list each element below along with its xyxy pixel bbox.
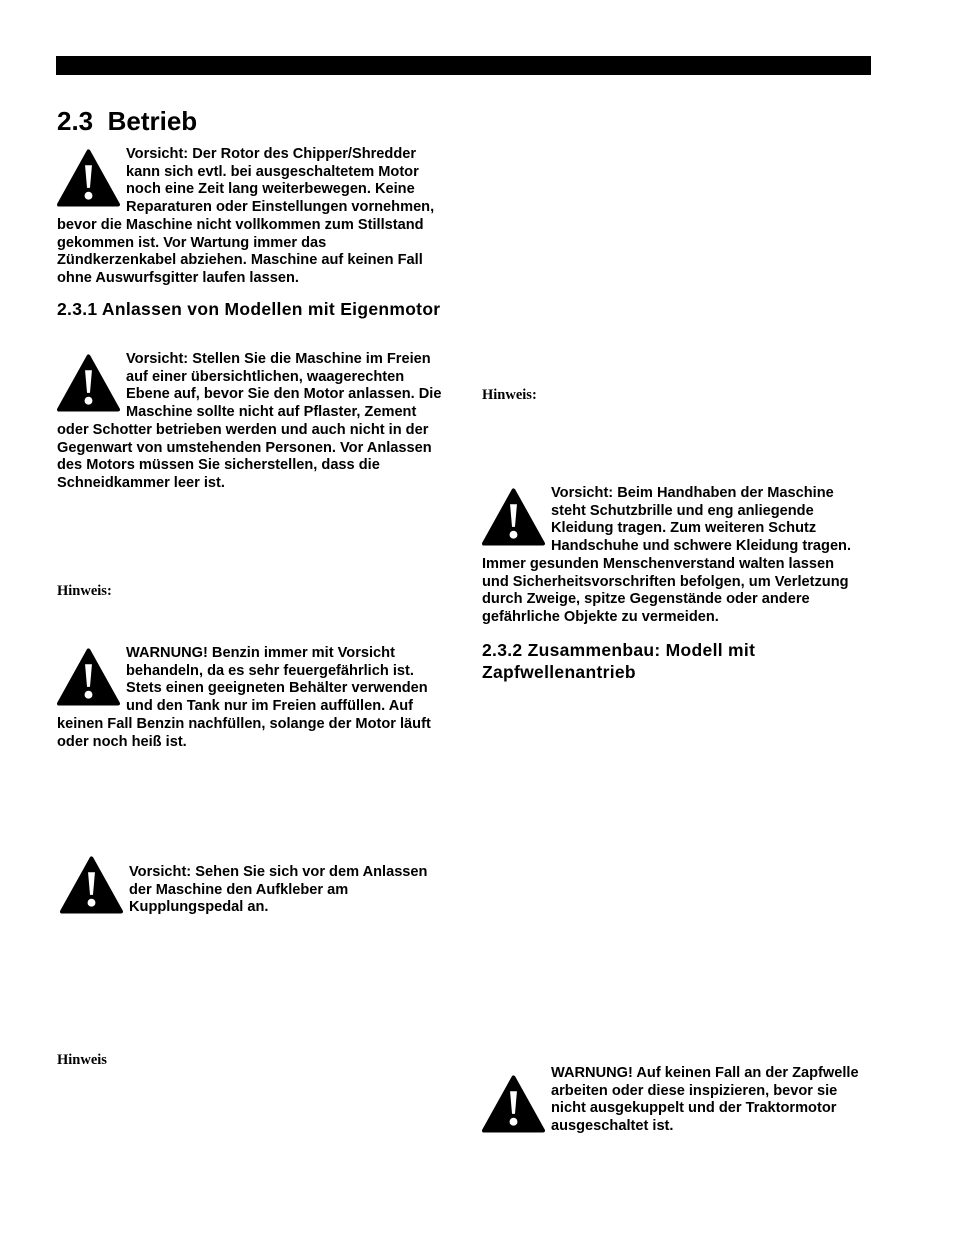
- section-title: Betrieb: [107, 106, 198, 136]
- subsection-heading-2-3-2: 2.3.2 Zusammenbau: Modell mit Zapfwellenantrieb: [482, 640, 756, 682]
- note-label: Hinweis:: [482, 387, 537, 403]
- warning-text: Vorsicht: Beim Handhaben der Maschine steht Schutzbrille und eng anliegende Kleidung tragen. Zum weiteren Schutz Handschuhe und schwere Kleidung tragen. Immer gesunden Menschenverstand walten lassen und Sicherheitsvorschriften befolgen, um Verletzung durch Zweige, spitze Gegenstände oder andere gefährliche Objekte zu vermeiden.: [482, 485, 852, 625]
- warning-triangle-icon: [482, 1075, 545, 1133]
- note-label: Hinweis:: [57, 583, 112, 599]
- header-rule: [56, 56, 871, 75]
- warning-text: WARNUNG! Benzin immer mit Vorsicht behandeln, da es sehr feuergefährlich ist. Stets einen geeigneten Behälter verwenden und den Tank nur im Freien auffüllen. Auf keinen Fall Benzin nachfüllen, solange der Motor läuft oder noch heiß ist.: [57, 645, 431, 750]
- warning-triangle-icon: [482, 488, 545, 546]
- warning-text: Vorsicht: Stellen Sie die Maschine im Freien auf einer übersichtlichen, waagerechten Ebene auf, bevor Sie den Motor anlassen. Die Maschine sollte nicht auf Pflaster, Zement oder Schotter betrieben werden und auch nicht in der Gegenwart von umstehenden Personen. Vor Anlassen des Motors müssen Sie sicherstellen, dass die Schneidkammer leer ist.: [57, 351, 442, 491]
- warning-text: Vorsicht: Der Rotor des Chipper/Shredder kann sich evtl. bei ausgeschaltetem Motor noch eine Zeit lang weiterbewegen. Keine Reparaturen oder Einstellungen vornehmen, bevor die Maschine nicht vollkommen zum Stillstand gekommen ist. Vor Wartung immer das Zündkerzenkabel abziehen. Maschine auf keinen Fall ohne Auswurfsgitter laufen lassen.: [57, 146, 435, 286]
- warning-triangle-icon: [57, 354, 120, 412]
- subsection-heading-2-3-1: 2.3.1 Anlassen von Modellen mit Eigenmotor: [57, 299, 441, 319]
- warning-protective-gear: [482, 485, 862, 627]
- warning-clutch-sticker: [60, 864, 446, 917]
- warning-pto-shaft: [482, 1065, 862, 1136]
- section-heading: [57, 104, 197, 138]
- warning-triangle-icon: [57, 149, 120, 207]
- warning-text: WARNUNG! Auf keinen Fall an der Zapfwelle arbeiten oder diese inspizieren, bevor sie nicht ausgekuppelt und der Traktormotor ausgeschaltet ist.: [551, 1065, 859, 1135]
- warning-placement: [57, 351, 445, 493]
- warning-triangle-icon: [57, 648, 120, 706]
- warning-fuel: [57, 645, 447, 751]
- warning-rotor: [57, 146, 443, 288]
- warning-text: Vorsicht: Sehen Sie sich vor dem Anlassen der Maschine den Aufkleber am Kupplungspedal an.: [129, 864, 428, 916]
- warning-triangle-icon: [60, 856, 123, 914]
- note-label: Hinweis: [57, 1052, 107, 1068]
- section-number: 2.3: [57, 106, 94, 136]
